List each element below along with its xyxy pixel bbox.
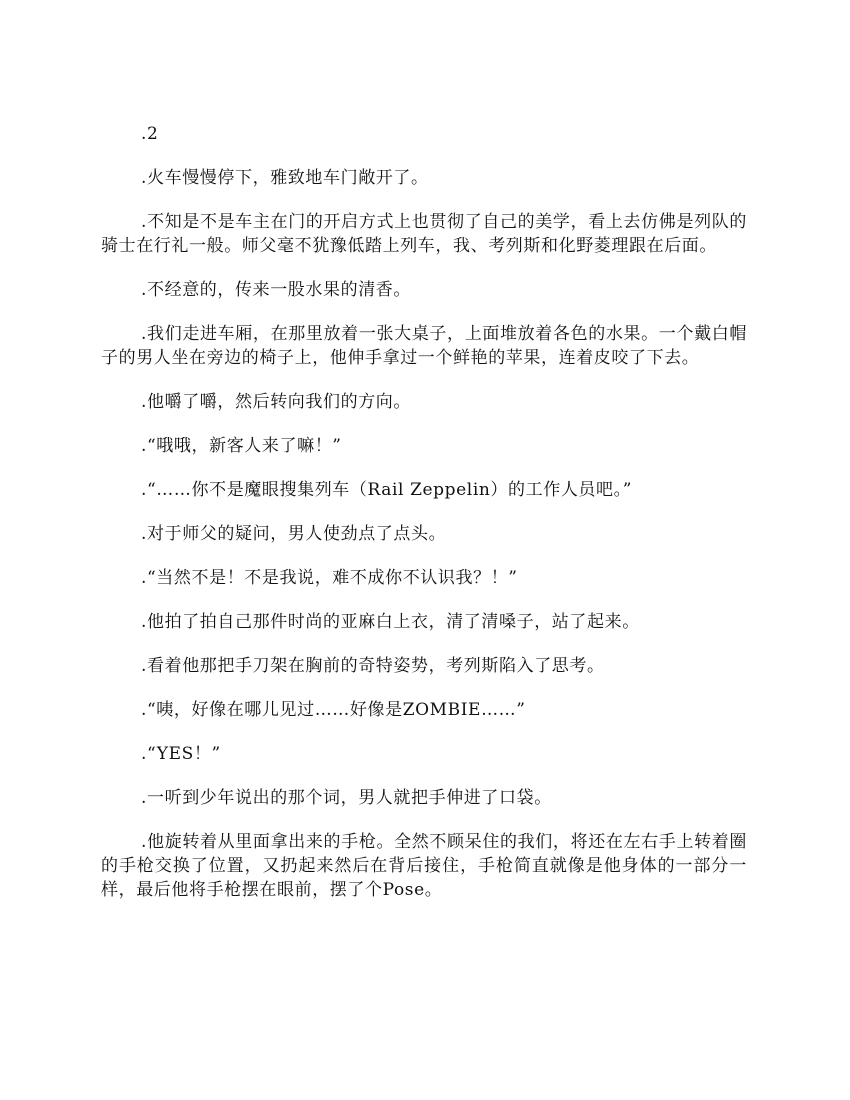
paragraph: .不经意的，传来一股水果的清香。	[141, 280, 412, 300]
dialogue-line: .“哦哦，新客人来了嘛！”	[141, 436, 342, 456]
dialogue-line: .“YES！”	[141, 744, 221, 764]
document-page	[101, 122, 747, 922]
dialogue-line: .“当然不是！不是我说，难不成你不认识我？！”	[141, 568, 518, 588]
paragraph: .他拍了拍自己那件时尚的亚麻白上衣，清了清嗓子，站了起来。	[141, 612, 640, 632]
paragraph: .看着他那把手刀架在胸前的奇特姿势，考列斯陷入了思考。	[141, 656, 605, 676]
paragraph: .一听到少年说出的那个词，男人就把手伸进了口袋。	[141, 788, 552, 808]
paragraph: .他旋转着从里面拿出来的手枪。全然不顾呆住的我们，将还在左右手上转着圈的手枪交换了位置，又扔起来然后在背后接住，手枪简直就像是他身体的一部分一样，最后他将手枪摆在眼前，摆了个Pose。	[101, 832, 747, 900]
section-number: .2	[141, 124, 159, 144]
paragraph: .我们走进车厢，在那里放着一张大桌子，上面堆放着各色的水果。一个戴白帽子的男人坐在旁边的椅子上，他伸手拿过一个鲜艳的苹果，连着皮咬了下去。	[101, 324, 747, 368]
paragraph: .对于师父的疑问，男人使劲点了点头。	[141, 524, 447, 544]
paragraph: .他嚼了嚼，然后转向我们的方向。	[141, 392, 412, 412]
paragraph: .不知是不是车主在门的开启方式上也贯彻了自己的美学，看上去仿佛是列队的骑士在行礼一般。师父毫不犹豫低踏上列车，我、考列斯和化野菱理跟在后面。	[101, 212, 747, 256]
dialogue-line: .“咦，好像在哪儿见过……好像是ZOMBIE……”	[141, 700, 526, 720]
dialogue-line: .“……你不是魔眼搜集列车（Rail Zeppelin）的工作人员吧。”	[141, 480, 633, 500]
paragraph: .火车慢慢停下，雅致地车门敞开了。	[141, 168, 429, 188]
